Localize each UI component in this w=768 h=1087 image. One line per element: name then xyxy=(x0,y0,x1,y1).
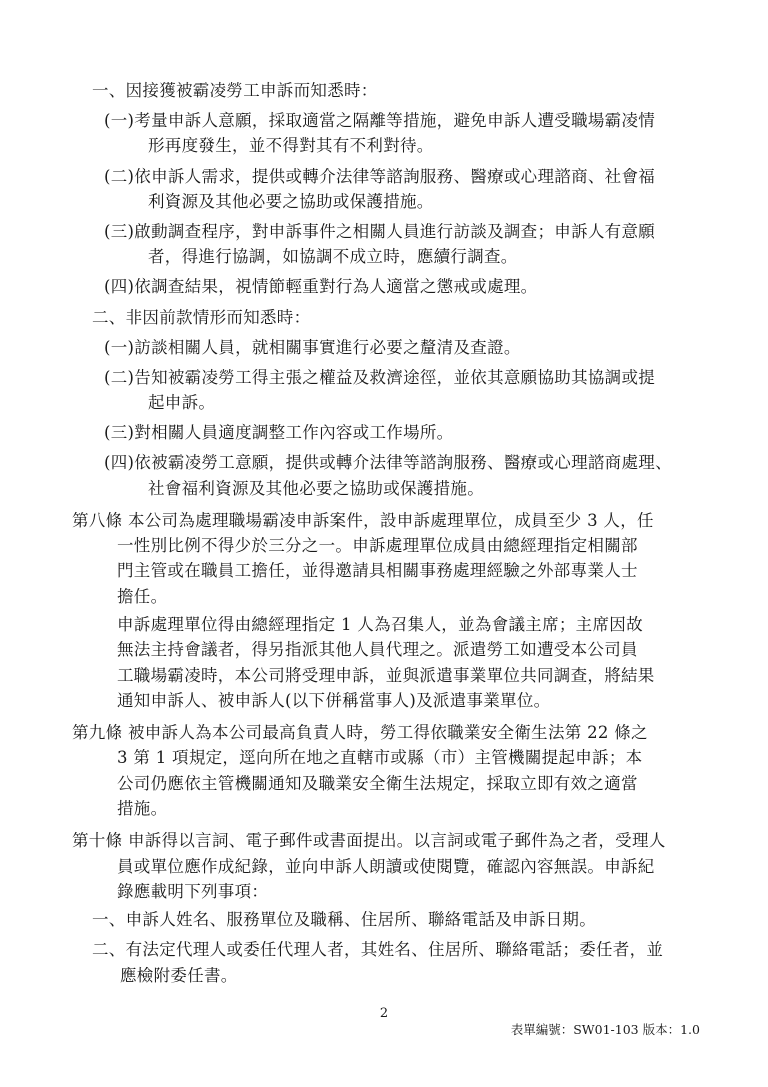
section-heading: 二、非因前款情形而知悉時： xyxy=(92,308,311,327)
item-text: 起申訴。 xyxy=(148,393,216,412)
item-text: (一)考量申訴人意願，採取適當之隔離等措施，避免申訴人遭受職場霸凌情 xyxy=(104,111,656,130)
article-text: 一性別比例不得少於三分之一。申訴處理單位成員由總經理指定相關部 xyxy=(117,536,638,555)
article-ten: 第十條 申訴得以言詞、電子郵件或書面提出。以言詞或電子郵件為之者，受理人 xyxy=(72,831,666,850)
page-number: 2 xyxy=(379,1006,389,1021)
article-text: 3 第 1 項規定，逕向所在地之直轄市或縣（市）主管機關提起申訴；本 xyxy=(117,748,643,767)
article-text: 員或單位應作成紀錄，並向申訴人朗讀或使閱覽，確認內容無誤。申訴紀 xyxy=(117,857,655,876)
article-eight: 第八條 本公司為處理職場霸凌申訴案件，設申訴處理單位，成員至少 3 人，任 xyxy=(72,511,654,530)
article-text: 通知申訴人、被申訴人(以下併稱當事人)及派遣事業單位。 xyxy=(117,691,551,710)
item-text: (四)依調查結果，視情節輕重對行為人適當之懲戒或處理。 xyxy=(104,277,538,296)
item-text: (一)訪談相關人員，就相關事實進行必要之釐清及查證。 xyxy=(104,338,521,357)
article-text: 無法主持會議者，得另指派其他人員代理之。派遣勞工如遭受本公司員 xyxy=(117,640,638,659)
item-text: 利資源及其他必要之協助或保護措施。 xyxy=(148,192,434,211)
item-text: (二)告知被霸凌勞工得主張之權益及救濟途徑，並依其意願協助其協調或提 xyxy=(104,368,656,387)
item-text: (二)依申訴人需求，提供或轉介法律等諮詢服務、醫療或心理諮商、社會福 xyxy=(104,167,656,186)
item-text: (四)依被霸凌勞工意願，提供或轉介法律等諮詢服務、醫療或心理諮商處理、 xyxy=(104,453,672,472)
item-text: 社會福利資源及其他必要之協助或保護措施。 xyxy=(148,479,484,498)
article-text: 門主管或在職員工擔任，並得邀請具相關事務處理經驗之外部專業人士 xyxy=(117,561,638,580)
form-number-footer: 表單編號：SW01-103 版本：1.0 xyxy=(510,1022,700,1037)
item-text: 者，得進行協調，如協調不成立時，應續行調查。 xyxy=(148,247,518,266)
item-text: 一、申訴人姓名、服務單位及職稱、住居所、聯絡電話及申訴日期。 xyxy=(92,910,596,929)
section-heading: 一、因接獲被霸凌勞工申訴而知悉時： xyxy=(92,81,378,100)
article-text: 申訴處理單位得由總經理指定 1 人為召集人，並為會議主席；主席因故 xyxy=(117,615,643,634)
item-text: 形再度發生，並不得對其有不利對待。 xyxy=(148,136,434,155)
article-text: 工職場霸凌時，本公司將受理申訴，並與派遣事業單位共同調查，將結果 xyxy=(117,666,655,685)
item-text: 二、有法定代理人或委任代理人者，其姓名、住居所、聯絡電話；委任者，並 xyxy=(92,940,664,959)
item-text: (三)啟動調查程序，對申訴事件之相關人員進行訪談及調查；申訴人有意願 xyxy=(104,222,656,241)
article-text: 措施。 xyxy=(117,799,168,818)
article-text: 擔任。 xyxy=(117,587,168,606)
article-nine: 第九條 被申訴人為本公司最高負責人時，勞工得依職業安全衛生法第 22 條之 xyxy=(72,723,648,742)
article-text: 錄應載明下列事項： xyxy=(117,882,269,901)
item-text: (三)對相關人員適度調整工作內容或工作場所。 xyxy=(104,423,454,442)
item-text: 應檢附委任書。 xyxy=(120,966,238,985)
article-text: 公司仍應依主管機關通知及職業安全衛生法規定，採取立即有效之適當 xyxy=(117,774,638,793)
